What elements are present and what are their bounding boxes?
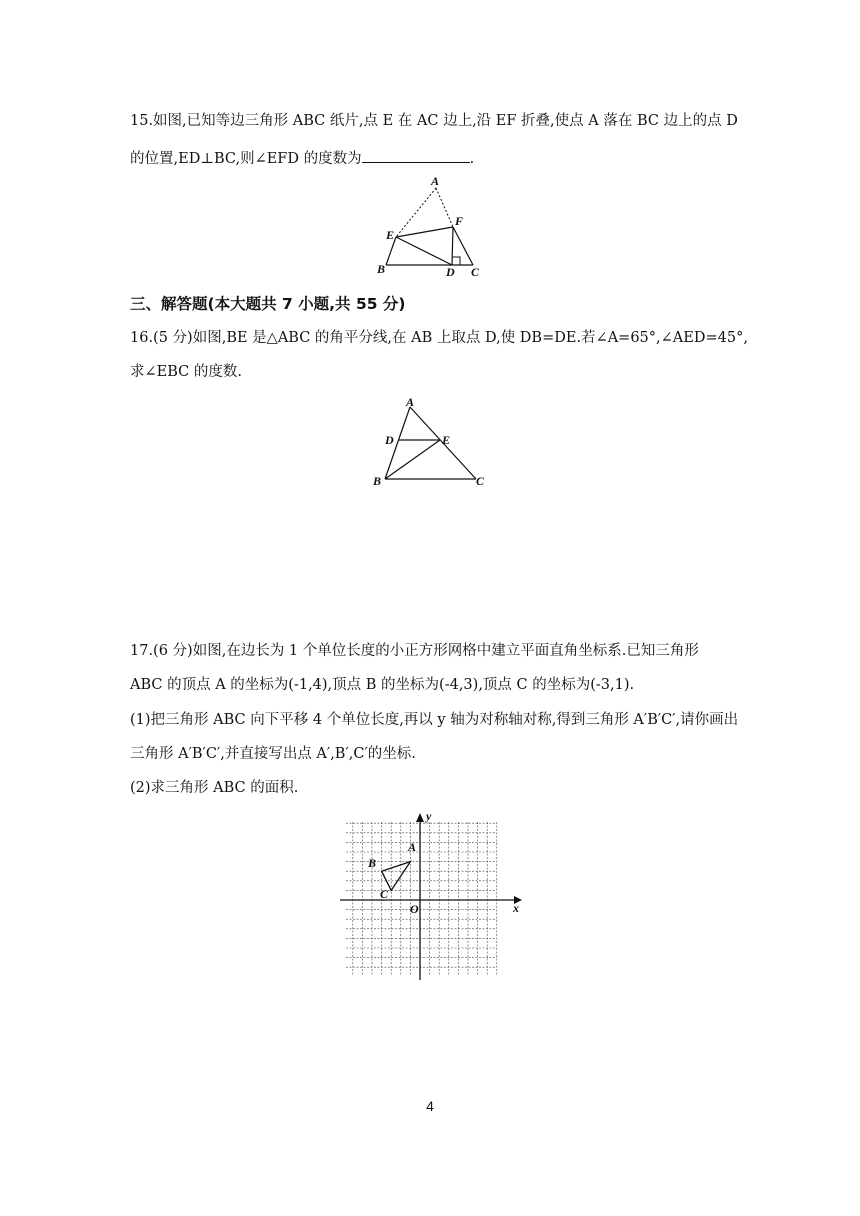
segment-ed — [396, 237, 452, 265]
section-heading: 三、解答题(本大题共 7 小题,共 55 分) — [130, 295, 406, 313]
page-number: 4 — [426, 1098, 434, 1114]
right-angle-mark — [452, 257, 460, 265]
y-axis-arrow — [416, 813, 424, 822]
q15-text-line1: 15.如图,已知等边三角形 ABC 纸片,点 E 在 AC 边上,沿 EF 折叠,使点 A 落在 BC 边上的点 D — [130, 113, 738, 129]
q16-figure — [370, 392, 495, 492]
dashed-line-ae — [396, 188, 436, 237]
label-x: x — [513, 901, 519, 915]
label-b: B — [373, 474, 382, 488]
segment-fd — [452, 227, 453, 265]
q16-text-line2: 求∠EBC 的度数. — [130, 364, 242, 380]
dashed-line-af — [436, 188, 453, 227]
q15-text-line2-end: . — [469, 151, 475, 167]
q17-part2: (2)求三角形 ABC 的面积. — [130, 780, 299, 796]
label-y: y — [426, 809, 432, 823]
q16-text-line1: 16.(5 分)如图,BE 是△ABC 的角平分线,在 AB 上取点 D,使 DB=DE.若∠A=65°,∠AED=45°, — [130, 330, 748, 346]
label-c: C — [471, 265, 480, 279]
q15-text-line2-body: 的位置,ED⊥BC,则∠EFD 的度数为 — [130, 151, 362, 167]
segment-fc — [453, 227, 473, 265]
label-f: F — [455, 214, 464, 228]
label-a: A — [408, 840, 417, 854]
q17-text-line1: 17.(6 分)如图,在边长为 1 个单位长度的小正方形网格中建立平面直角坐标系.已知三角形 — [130, 643, 699, 659]
q17-part1-line2: 三角形 A′B′C′,并直接写出点 A′,B′,C′的坐标. — [130, 746, 416, 762]
label-a: A — [431, 174, 440, 188]
label-d: D — [446, 265, 455, 279]
q15-text-line2 — [130, 148, 474, 169]
segment-ef — [396, 227, 453, 237]
q17-part1-line1: (1)把三角形 ABC 向下平移 4 个单位长度,再以 y 轴为对称轴对称,得到三角形 A′B′C′,请你画出 — [130, 712, 739, 728]
label-e: E — [442, 433, 451, 447]
label-b: B — [368, 856, 377, 870]
label-c: C — [380, 887, 389, 901]
label-b: B — [377, 262, 386, 276]
label-d: D — [385, 433, 394, 447]
answer-blank — [362, 148, 470, 163]
label-o: O — [410, 902, 419, 916]
q17-text-line2: ABC 的顶点 A 的坐标为(-1,4),顶点 B 的坐标为(-4,3),顶点 C 的坐标为(-3,1). — [130, 677, 635, 693]
q17-grid-figure — [338, 808, 528, 983]
coordinate-grid — [346, 822, 497, 976]
q15-figure — [370, 172, 490, 280]
label-e: E — [386, 228, 395, 242]
label-a: A — [406, 395, 415, 409]
label-c: C — [476, 474, 485, 488]
